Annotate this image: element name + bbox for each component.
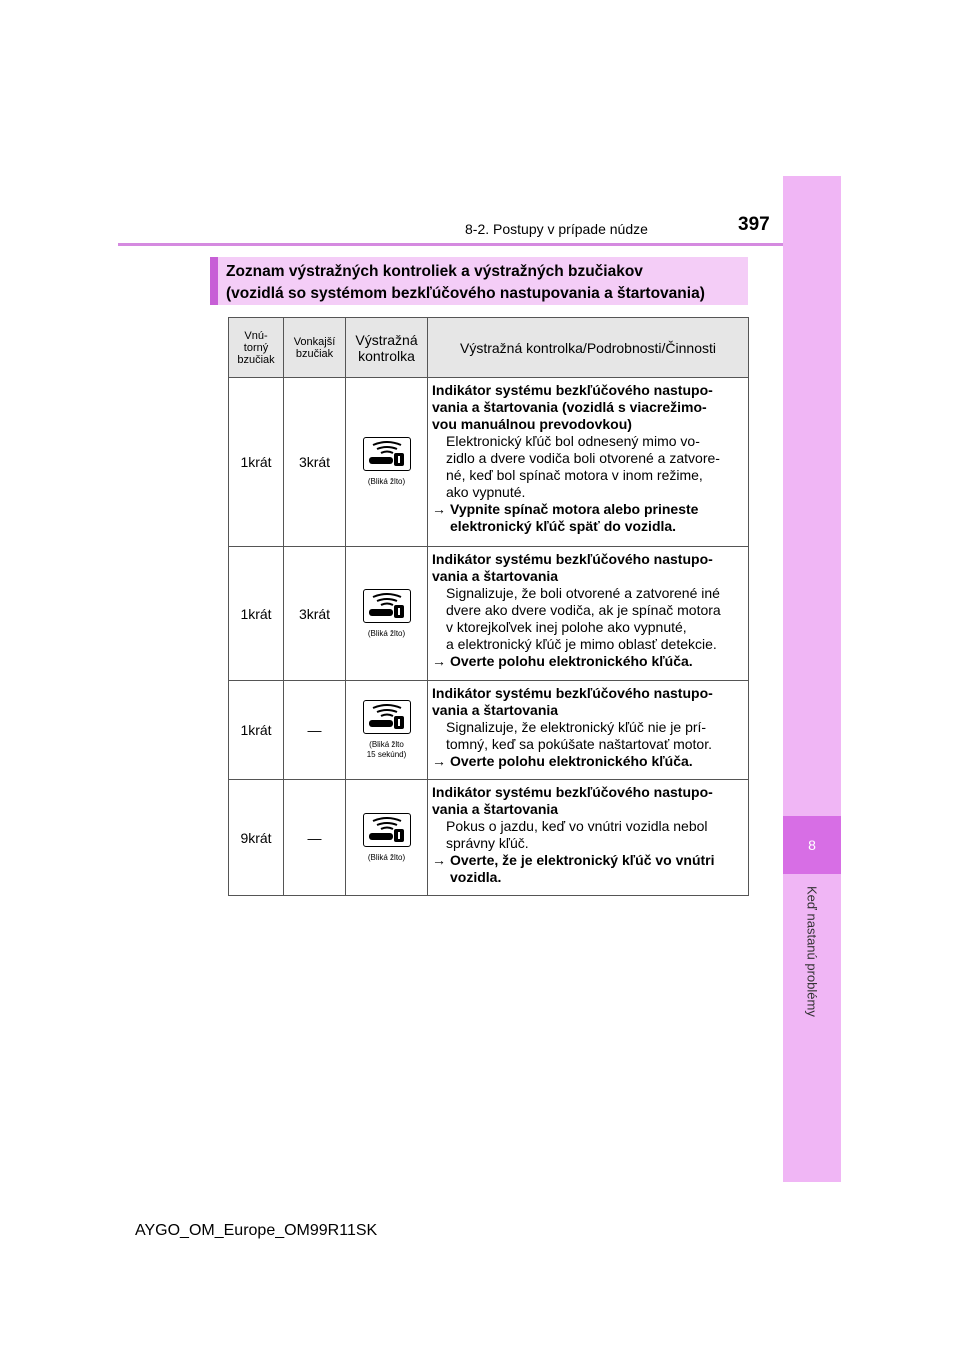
details-body: Elektronický kľúč bol odnesený mimo vo- zidlo a dvere vodiča boli otvorené a zatvore- né, keď bol spínač motora v inom režime, ako vypnuté. xyxy=(446,433,720,500)
warning-light-cell xyxy=(346,780,428,896)
icon-caption: (Bliká žlto) xyxy=(367,852,406,862)
details-cell xyxy=(428,780,749,896)
header-external-buzzer: Vonkajší bzučiak xyxy=(284,318,346,378)
icon-caption: (Bliká žlto 15 sekúnd) xyxy=(366,740,407,759)
table-row xyxy=(229,681,749,780)
smart-key-warning-icon xyxy=(363,437,411,471)
chapter-number: 8 xyxy=(783,816,841,874)
arrow-icon: → xyxy=(432,852,446,868)
chapter-label: Keď nastanú problémy xyxy=(804,886,820,1017)
details-action: → Vypnite spínač motora alebo prineste elektronický kľúč späť do vozidla. xyxy=(432,501,699,534)
table-row xyxy=(229,780,749,896)
smart-key-warning-icon xyxy=(363,700,411,734)
smart-key-warning-icon xyxy=(363,589,411,623)
external-buzzer-cell: — xyxy=(284,780,346,896)
section-heading: Zoznam výstražných kontroliek a výstražných bzučiakov (vozidlá so systémom bezkľúčového nastupovania a štartovania) xyxy=(210,257,748,305)
details-heading: Indikátor systému bezkľúčového nastupo- vania a štartovania xyxy=(432,551,713,584)
details-cell xyxy=(428,378,749,547)
internal-buzzer-cell: 1krát xyxy=(229,378,284,547)
warning-light-cell xyxy=(346,547,428,681)
header-details: Výstražná kontrolka/Podrobnosti/Činnosti xyxy=(428,318,749,378)
internal-buzzer-cell: 9krát xyxy=(229,780,284,896)
details-body: Signalizuje, že boli otvorené a zatvorené iné dvere ako dvere vodiča, ak je spínač motora v ktorejkoľvek inej polohe ako vypnuté, a elektronický kľúč je mimo oblasť detekcie. xyxy=(446,585,721,652)
details-heading: Indikátor systému bezkľúčového nastupo- vania a štartovania (vozidlá s viacrežimo- vou manuálnou prevodovkou) xyxy=(432,382,713,432)
details-action: → Overte polohu elektronického kľúča. xyxy=(432,753,693,769)
warning-light-cell xyxy=(346,681,428,780)
side-tab xyxy=(783,176,841,1182)
header-rule xyxy=(118,243,783,246)
section-title: 8-2. Postupy v prípade núdze xyxy=(465,221,648,237)
warning-light-cell xyxy=(346,378,428,547)
details-body: Pokus o jazdu, keď vo vnútri vozidla nebol správny kľúč. xyxy=(446,818,708,851)
arrow-icon: → xyxy=(432,501,446,517)
footer-code: AYGO_OM_Europe_OM99R11SK xyxy=(135,1222,378,1239)
header-warning-light: Výstražná kontrolka xyxy=(346,318,428,378)
details-heading: Indikátor systému bezkľúčového nastupo- vania a štartovania xyxy=(432,685,713,718)
details-body: Signalizuje, že elektronický kľúč nie je prí- tomný, keď sa pokúšate naštartovať motor. xyxy=(446,719,712,752)
internal-buzzer-cell: 1krát xyxy=(229,547,284,681)
page-number: 397 xyxy=(738,214,770,235)
table-header-row xyxy=(229,318,749,378)
external-buzzer-cell: — xyxy=(284,681,346,780)
table-row xyxy=(229,378,749,547)
smart-key-warning-icon xyxy=(363,813,411,847)
arrow-icon: → xyxy=(432,653,446,669)
details-action: → Overte polohu elektronického kľúča. xyxy=(432,653,693,669)
table-row xyxy=(229,547,749,681)
icon-caption: (Bliká žlto) xyxy=(367,477,406,486)
details-heading: Indikátor systému bezkľúčového nastupo- vania a štartovania xyxy=(432,784,713,817)
details-action: → Overte, že je elektronický kľúč vo vnútri vozidla. xyxy=(432,852,715,885)
internal-buzzer-cell: 1krát xyxy=(229,681,284,780)
header-internal-buzzer: Vnú- torný bzučiak xyxy=(229,318,284,378)
arrow-icon: → xyxy=(432,753,446,769)
details-cell xyxy=(428,547,749,681)
external-buzzer-cell: 3krát xyxy=(284,378,346,547)
external-buzzer-cell: 3krát xyxy=(284,547,346,681)
icon-caption: (Bliká žlto) xyxy=(367,628,406,638)
details-cell xyxy=(428,681,749,780)
warning-table xyxy=(228,317,749,896)
